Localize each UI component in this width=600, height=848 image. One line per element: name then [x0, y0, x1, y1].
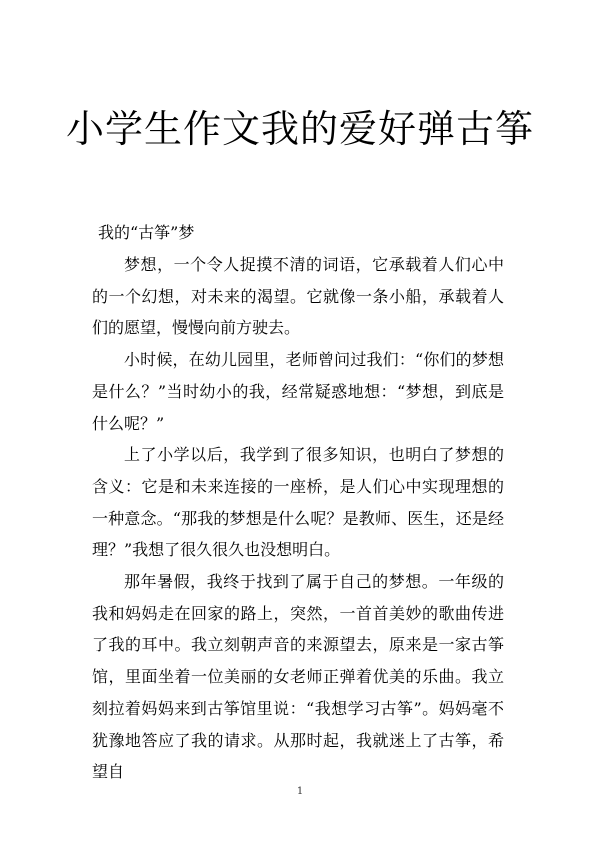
essay-body: [92, 249, 504, 788]
page-number: 1: [296, 786, 304, 797]
paragraph: 梦想，一个令人捉摸不清的词语，它承载着人们心中的一个幻想，对未来的渴望。它就像一条小船，承载着人们的愿望，慢慢向前方驶去。: [92, 255, 504, 338]
paragraph: 小时候，在幼儿园里，老师曾问过我们：“你们的梦想是什么？”当时幼小的我，经常疑惑地想：“梦想，到底是什么呢？”: [92, 350, 504, 433]
paragraph: 上了小学以后，我学到了很多知识，也明白了梦想的含义：它是和未来连接的一座桥，是人们心中实现理想的一种意念。“那我的梦想是什么呢？是教师、医生，还是经理？”我想了很久很久也没想明白。: [92, 445, 504, 560]
document-title: 小学生作文我的爱好弹古筝: [65, 107, 534, 151]
essay-subtitle: 我的“古筝”梦: [98, 223, 195, 242]
paragraph: 那年暑假，我终于找到了属于自己的梦想。一年级的我和妈妈走在回家的路上，突然，一首首美妙的歌曲传进了我的耳中。我立刻朝声音的来源望去，原来是一家古筝馆，里面坐着一位美丽的女老师正弹着优美的乐曲。我立刻拉着妈妈来到古筝馆里说：“我想学习古筝”。妈妈毫不犹豫地答应了我的请求。从那时起，我就迷上了古筝，希望自: [92, 572, 504, 782]
